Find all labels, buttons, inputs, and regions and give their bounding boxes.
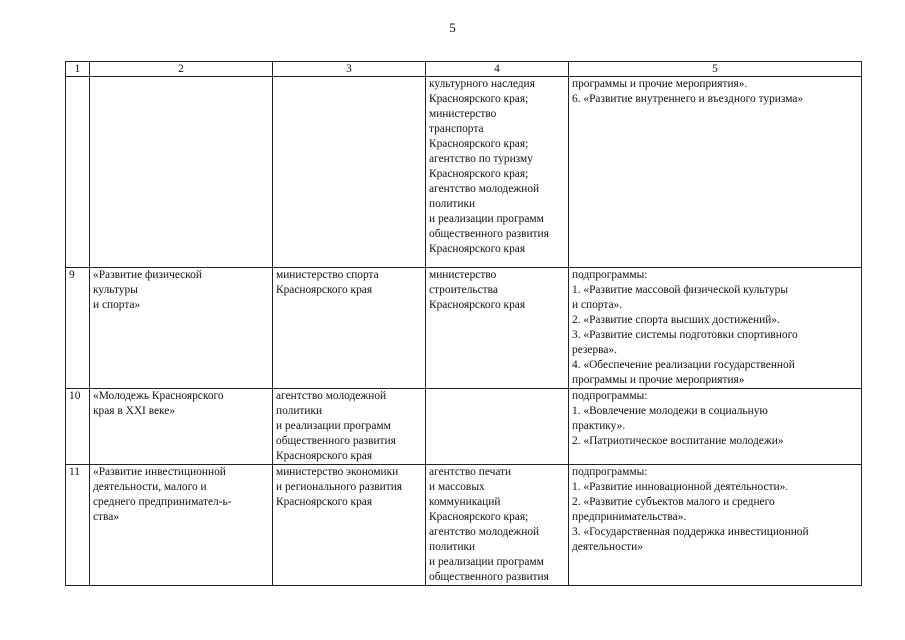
cell-line: и спорта» [93,299,141,311]
cell-line: политики [276,405,323,417]
cell-line: ства» [93,511,120,523]
cell-line: края в XXI веке» [93,405,176,417]
cell-line: 10 [69,390,81,402]
cell-line: Красноярского края [276,450,373,462]
col-header-4: 4 [426,62,569,77]
cell-coexecutors [426,77,569,268]
cell-line: деятельности» [572,541,643,553]
cell-line: 4. «Обеспечение реализации государственной [572,359,795,371]
cell-line: министерство [429,269,497,281]
cell-line: общественного развития [276,435,396,447]
cell-line: Красноярского края [429,299,526,311]
cell-num [66,389,90,465]
cell-line: Красноярского края [429,243,526,255]
cell-line: агентство печати [429,466,512,478]
cell-program-name [90,465,273,586]
cell-line: деятельности, малого и [93,481,207,493]
cell-subprograms [569,268,862,389]
table-row-9 [66,268,862,389]
cell-program-name [90,389,273,465]
cell-line: культурного наследия [429,78,535,90]
cell-line: Красноярского края; [429,168,529,180]
cell-line: 3. «Государственная поддержка инвестиционной [572,526,809,538]
cell-line: министерство спорта [276,269,379,281]
cell-line: практику». [572,420,626,432]
cell-line: 1. «Развитие массовой физической культуры [572,284,789,296]
cell-line: 1. «Вовлечение молодежи в социальную [572,405,768,417]
cell-line: общественного развития [429,571,549,583]
cell-line: 3. «Развитие системы подготовки спортивного [572,329,798,341]
col-header-3: 3 [273,62,426,77]
cell-line: транспорта [429,123,484,135]
cell-line: подпрограммы: [572,390,648,402]
cell-line: и реализации программ [276,420,391,432]
table-row-continued [66,77,862,268]
cell-line: Красноярского края [276,496,373,508]
cell-line: агентство молодежной [429,526,540,538]
cell-line: и массовых [429,481,485,493]
cell-line: Красноярского края; [429,511,529,523]
page-number: 5 [449,20,456,35]
cell-subprograms [569,465,862,586]
cell-line: общественного развития [429,228,549,240]
cell-num [66,268,90,389]
cell-line: Красноярского края; [429,93,529,105]
cell-line: подпрограммы: [572,466,648,478]
cell-coexecutors [426,268,569,389]
programs-table [65,61,862,586]
cell-coexecutors [426,465,569,586]
cell-line: 11 [69,466,80,478]
cell-responsible [273,465,426,586]
cell-num [66,77,90,268]
cell-line: подпрограммы: [572,269,648,281]
cell-line: «Молодежь Красноярского [93,390,224,402]
cell-line: политики [429,198,476,210]
cell-line: коммуникаций [429,496,501,508]
cell-line: программы и прочие мероприятия» [572,374,745,386]
cell-line: 6. «Развитие внутреннего и въездного туризма» [572,93,804,105]
cell-line: агентство молодежной [276,390,387,402]
cell-line: 9 [69,269,75,281]
cell-line: 1. «Развитие инновационной деятельности». [572,481,789,493]
cell-line: резерва». [572,344,617,356]
cell-responsible [273,77,426,268]
col-header-2: 2 [90,62,273,77]
cell-line: «Развитие физической [93,269,202,281]
table-row-10 [66,389,862,465]
col-header-1: 1 [66,62,90,77]
cell-line: политики [429,541,476,553]
cell-line: Красноярского края; [429,138,529,150]
cell-line: культуры [93,284,138,296]
cell-line: Красноярского края [276,284,373,296]
cell-subprograms [569,77,862,268]
cell-line: среднего предпринимател-ь- [93,496,232,508]
cell-line: 2. «Развитие спорта высших достижений». [572,314,780,326]
col-header-5: 5 [569,62,862,77]
cell-line: 2. «Патриотическое воспитание молодежи» [572,435,784,447]
cell-line: программы и прочие мероприятия». [572,78,748,90]
cell-line: 2. «Развитие субъектов малого и среднего [572,496,775,508]
cell-line: агентство по туризму [429,153,533,165]
cell-line: и регионального развития [276,481,403,493]
cell-line: агентство молодежной [429,183,540,195]
cell-line: и реализации программ [429,213,544,225]
cell-line: и реализации программ [429,556,544,568]
cell-line: министерство экономики [276,466,399,478]
cell-line: министерство [429,108,497,120]
cell-coexecutors [426,389,569,465]
cell-subprograms [569,389,862,465]
cell-num [66,465,90,586]
cell-responsible [273,389,426,465]
cell-line: строительства [429,284,498,296]
cell-line: предпринимательства». [572,511,687,523]
cell-line: и спорта». [572,299,623,311]
cell-program-name [90,268,273,389]
table-row-11 [66,465,862,586]
cell-line: «Развитие инвестиционной [93,466,226,478]
cell-responsible [273,268,426,389]
header-row [66,62,862,77]
cell-program-name [90,77,273,268]
